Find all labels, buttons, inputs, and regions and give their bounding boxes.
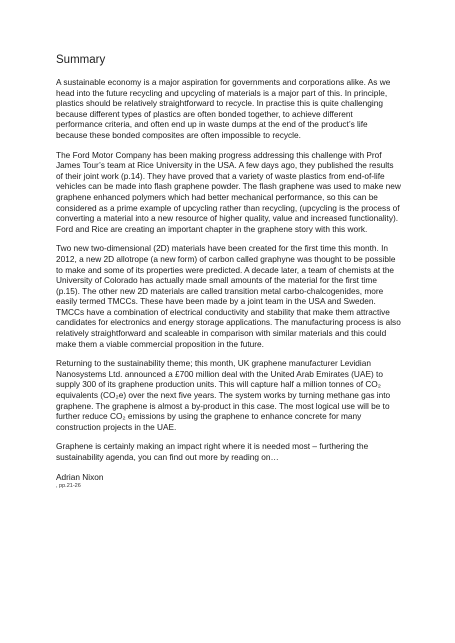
page-reference: , pp.21-26 bbox=[56, 482, 81, 489]
paragraph-intro: A sustainable economy is a major aspiration for governments and corporations alike. As we head into the future recycling and upcycling of materials is a major part of this. In principle, plastics should be relatively straightforward to recycle. In practise this is quite challenging because different types of plastics are often bonded together, to achieve different performance criteria, and often end up in waste dumps at the end of the product’s life because these bonded composites are often impossible to recycle. bbox=[56, 77, 391, 140]
paragraph-2d-materials: Two new two-dimensional (2D) materials have been created for the first time this month. In 2012, a new 2D allotrope (a new form) of carbon called graphyne was thought to be possible to make and some of its properties were predicted. A decade later, a team of chemists at the University of Colorado has actually made small amounts of the material for the first time (p.15). The other new 2D materials are called transition metal carbo-chalcogenides, more easily termed TMCCs. These have been made by a joint team in the USA and Sweden. TMCCs have a combination of electrical conductivity and stability that make them attractive candidates for electronics and energy storage applications. The manufacturing process is also relatively straightforward and scaleable in comparison with similar materials and this could make them a viable commercial proposition in the future. bbox=[56, 243, 401, 349]
author-name: Adrian Nixon bbox=[56, 471, 104, 482]
summary-page bbox=[56, 54, 401, 490]
paragraph-closing: Graphene is certainly making an impact right where it is needed most – furthering the sustainability agenda, you can find out more by reading on… bbox=[56, 441, 369, 462]
page-title: Summary bbox=[56, 54, 106, 66]
paragraph-ford: The Ford Motor Company has been making progress addressing this challenge with Prof James Tour’s team at Rice University in the USA. A few days ago, they published the results of their joint work (p.14). They have proved that a variety of waste plastics from end-of-life vehicles can be made into flash graphene powder. The flash graphene was used to make new graphene enhanced polymers which had better mechanical performance, so this can be considered as a prime example of upcycling rather than recycling, (upcycling is the process of converting a material into a new resource of higher quality, value and increased functionality). Ford and Rice are creating an important chapter in the graphene story with this work. bbox=[56, 149, 401, 234]
paragraph-levidian: Returning to the sustainability theme; this month, UK graphene manufacturer Levidian Nanosystems Ltd. announced a £700 million deal with the United Arab Emirates (UAE) to supply 300 of its graphene production units. This will capture half a million tonnes of CO₂ equivalents (CO₂e) over the next five years. The system works by turning methane gas into graphene. The graphene is almost a by-product in this case. The most logical use will be to further reduce CO₂ emissions by using the graphene to enhance concrete for many construction projects in the UAE. bbox=[56, 358, 391, 432]
